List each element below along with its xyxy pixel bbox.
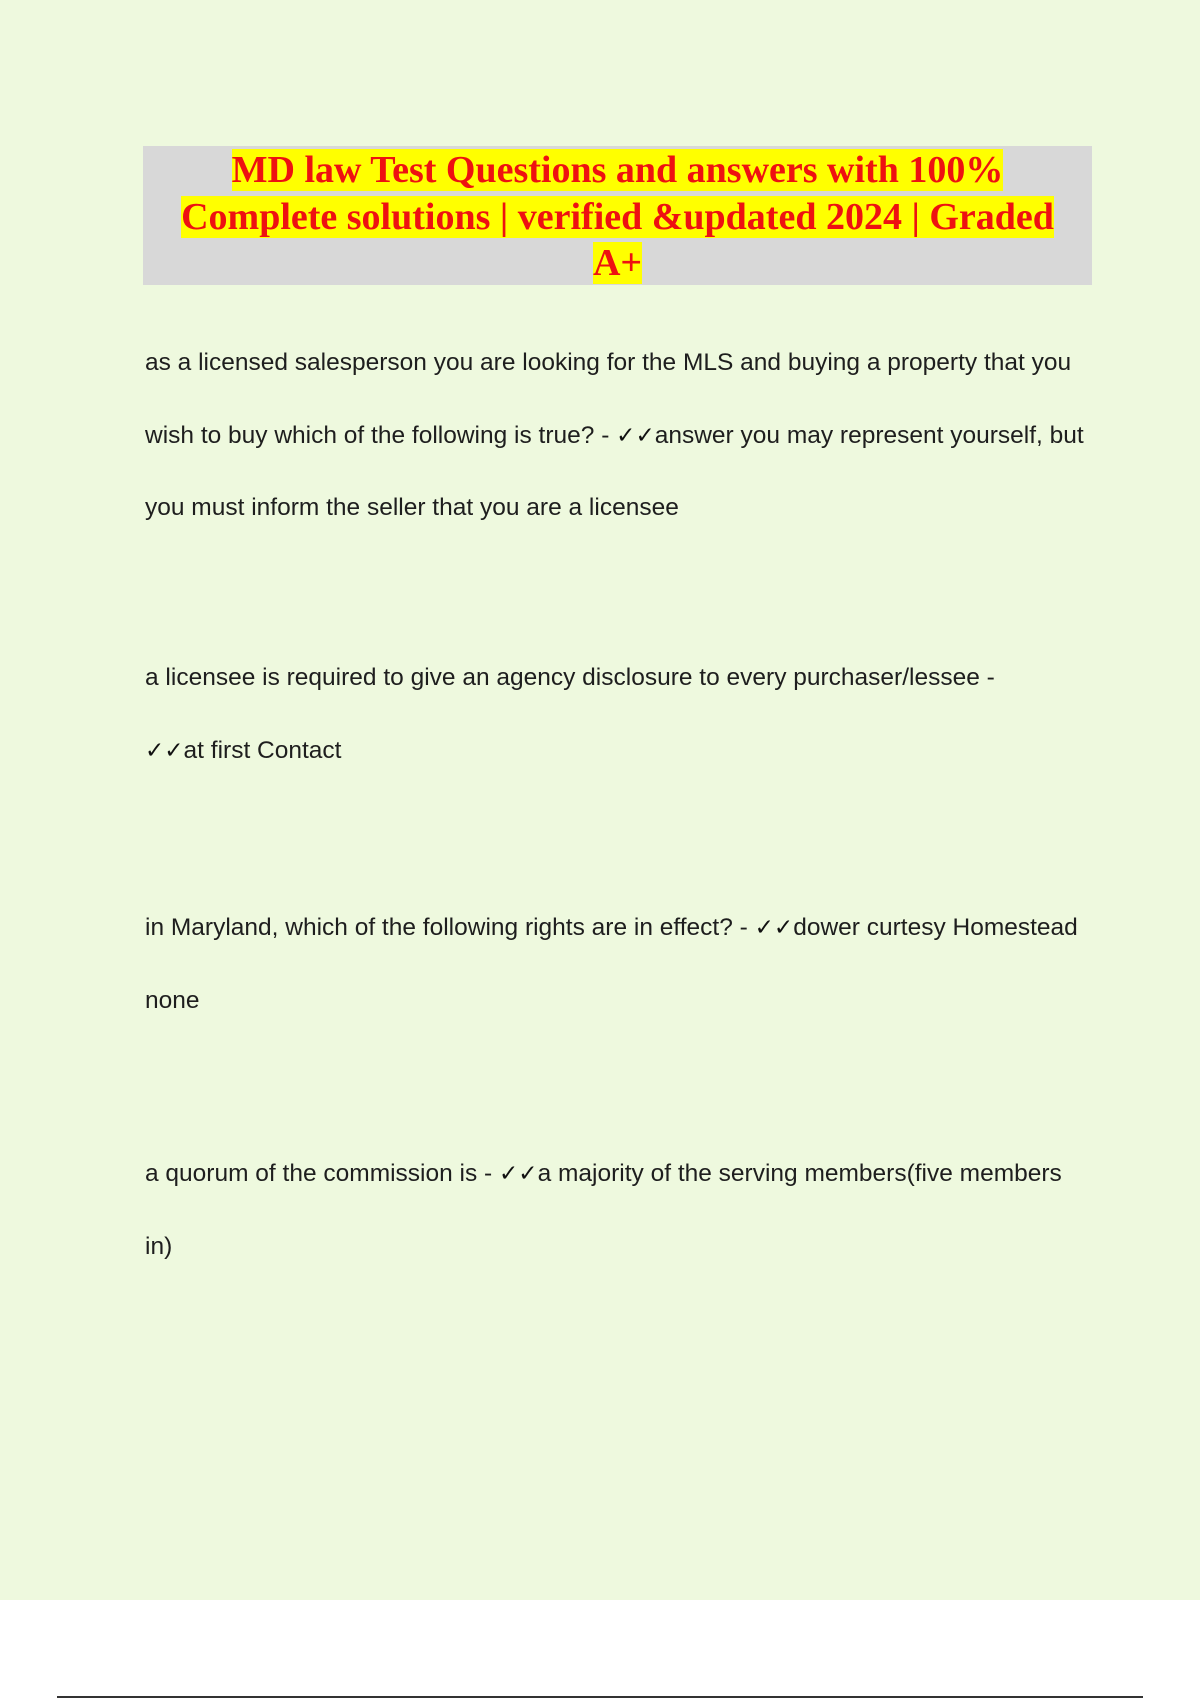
title-line-3: A+ <box>592 242 643 284</box>
double-check-icon: ✓✓ <box>754 915 794 941</box>
qa-item-2 <box>145 642 1085 787</box>
double-check-icon: ✓✓ <box>616 422 655 449</box>
double-check-icon: ✓✓ <box>499 1161 538 1187</box>
footer-rule <box>57 1696 1143 1698</box>
question-text: a licensee is required to give an agency disclosure to every purchaser/lessee - <box>145 664 995 691</box>
qa-item-3 <box>145 892 1085 1037</box>
title-line-2: Complete solutions | verified &updated 2024 | Graded <box>181 195 1054 238</box>
answer-text: answer you may represent yourself, but you must inform the seller that you are a licensee <box>145 421 1084 521</box>
answer-text: dower curtesy Homestead none <box>145 914 1078 1014</box>
question-text: as a licensed salesperson you are looking for the MLS and buying a property that you wish to buy which of the following is true? - <box>145 349 1072 449</box>
question-text: in Maryland, which of the following rights are in effect? - <box>145 914 755 941</box>
answer-text: at first Contact <box>183 736 342 764</box>
question-text: a quorum of the commission is - <box>145 1160 500 1187</box>
title-box <box>143 146 1092 285</box>
title-line-1: MD law Test Questions and answers with 100% <box>231 149 1004 191</box>
double-check-icon: ✓✓ <box>145 737 184 764</box>
qa-item-4 <box>145 1138 1085 1283</box>
qa-item-1 <box>145 327 1085 545</box>
answer-text: a majority of the serving members(five members in) <box>145 1160 1062 1260</box>
document-title <box>143 147 1092 287</box>
